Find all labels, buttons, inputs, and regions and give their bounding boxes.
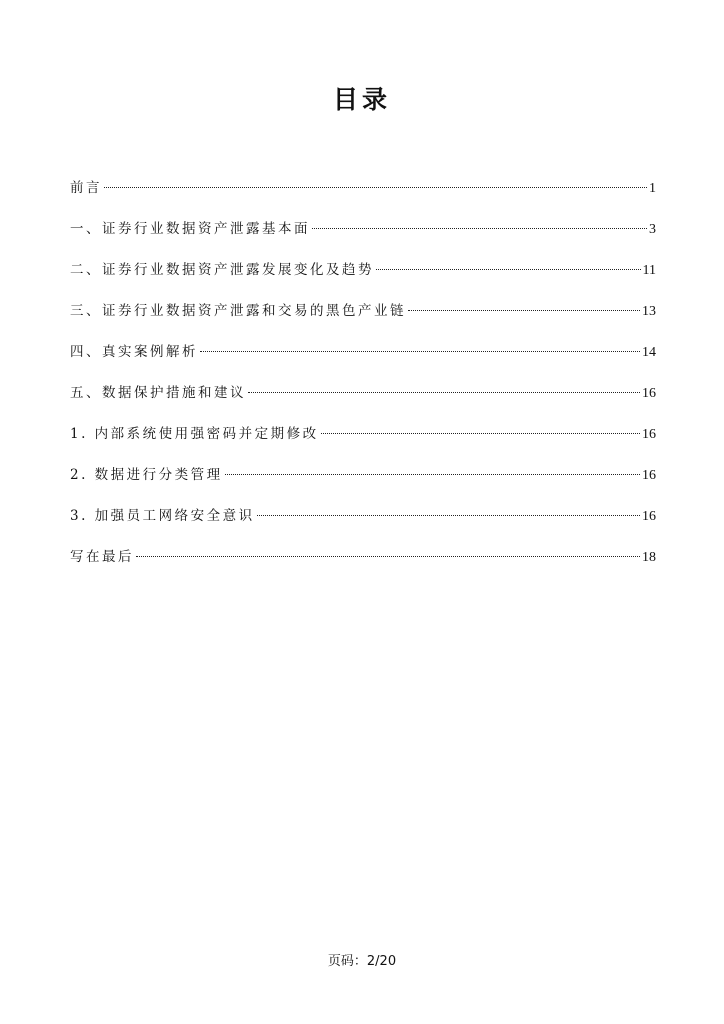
toc-entry-page: 14: [642, 345, 656, 360]
toc-list: [70, 178, 656, 588]
toc-dot-leader: [104, 187, 647, 188]
toc-dot-leader: [248, 392, 640, 393]
toc-dot-leader: [200, 351, 640, 352]
toc-entry[interactable]: [70, 383, 656, 424]
toc-entry[interactable]: [70, 342, 656, 383]
toc-entry[interactable]: [70, 260, 656, 301]
toc-dot-leader: [312, 228, 647, 229]
toc-entry-page: 16: [642, 427, 656, 442]
toc-dot-leader: [321, 433, 640, 434]
toc-dot-leader: [376, 269, 641, 270]
toc-dot-leader: [136, 556, 640, 557]
toc-entry-label: 3. 加强员工网络安全意识: [70, 508, 255, 524]
toc-entry-label: 1. 内部系统使用强密码并定期修改: [70, 426, 319, 442]
toc-entry-label: 一、证券行业数据资产泄露基本面: [70, 221, 310, 237]
toc-entry-page: 16: [642, 509, 656, 524]
toc-entry-page: 18: [642, 550, 656, 565]
toc-entry[interactable]: [70, 301, 656, 342]
toc-entry-label: 五、数据保护措施和建议: [70, 385, 246, 401]
toc-entry[interactable]: [70, 547, 656, 588]
toc-entry-label: 二、证券行业数据资产泄露发展变化及趋势: [70, 262, 374, 278]
toc-entry-page: 16: [642, 386, 656, 401]
page-number-footer: 页码：2/20: [327, 954, 397, 969]
toc-entry[interactable]: [70, 424, 656, 465]
toc-entry[interactable]: [70, 465, 656, 506]
toc-entry-page: 11: [642, 263, 656, 278]
toc-entry-page: 13: [642, 304, 656, 319]
toc-entry-label: 写在最后: [70, 549, 134, 565]
toc-dot-leader: [225, 474, 640, 475]
toc-entry-label: 前言: [70, 180, 102, 196]
toc-entry-page: 1: [649, 181, 656, 196]
toc-entry-page: 16: [642, 468, 656, 483]
toc-entry-label: 三、证券行业数据资产泄露和交易的黑色产业链: [70, 303, 406, 319]
toc-dot-leader: [257, 515, 640, 516]
toc-title: 目录: [332, 85, 391, 114]
toc-entry-label: 四、真实案例解析: [70, 344, 198, 360]
toc-entry[interactable]: [70, 506, 656, 547]
toc-entry[interactable]: [70, 178, 656, 219]
toc-entry-page: 3: [649, 222, 656, 237]
toc-entry[interactable]: [70, 219, 656, 260]
toc-dot-leader: [408, 310, 640, 311]
toc-entry-label: 2. 数据进行分类管理: [70, 467, 223, 483]
